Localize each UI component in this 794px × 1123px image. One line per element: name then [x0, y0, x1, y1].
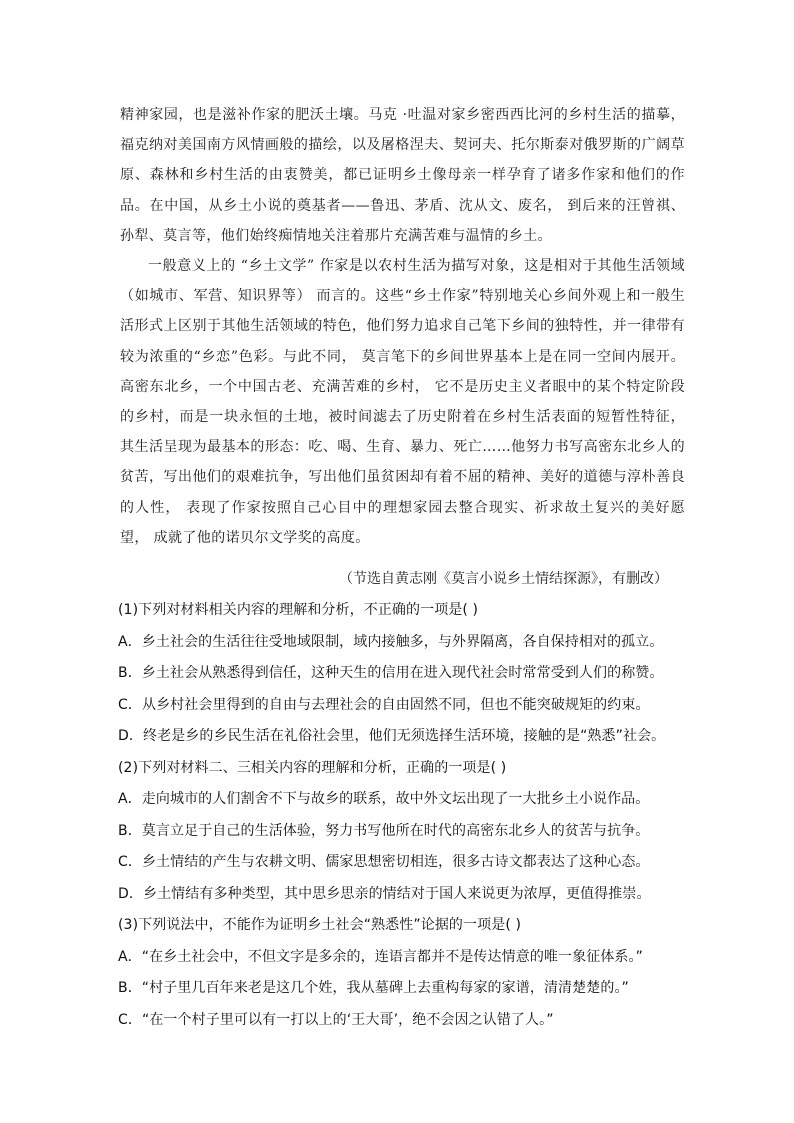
passage-paragraph: 精神家园，也是滋补作家的肥沃土壤。马克 ·吐温对家乡密西西比河的乡村生活的描摹，福克纳对美国南方风情画般的描绘，以及屠格涅夫、契诃夫、托尔斯泰对俄罗斯的广阔草原、森林和乡村生活的由衷赞美，都已证明乡土像母亲一样孕育了诸多作家和他们的作品。在中国，从乡土小说的奠基者——鲁迅、茅盾、沈从文、废名， 到后来的汪曾祺、孙犁、莫言等，他们始终痴情地关注着那片充满苦难与温情的乡土。	[120, 107, 685, 244]
answer-option-b: B．莫言立足于自己的生活体验，努力书写他所在时代的高密东北乡人的贫苦与抗争。	[118, 822, 650, 839]
answer-option-d: D．乡土情结有多种类型，其中思乡思亲的情结对于国人来说更为浓厚，更值得推崇。	[118, 885, 651, 902]
answer-option-b: B．“村子里几百年来老是这几个姓，我从墓碑上去重构每家的家谱，清清楚楚的。”	[118, 980, 629, 996]
question-stem: (2)下列对材料二、三相关内容的理解和分析，正确的一项是( )	[118, 759, 507, 776]
answer-option-a: A．乡土社会的生活往往受地域限制，域内接触多，与外界隔离，各自保持相对的孤立。	[118, 633, 664, 650]
passage-paragraph: 一般意义上的 “乡土文学” 作家是以农村生活为描写对象，这是相对于其他生活领域（如城市、军营、知识界等） 而言的。这些“乡土作家”特别地关心乡间外观上和一般生活形式上区别于其他生活领域的特色，他们努力追求自己笔下乡间的独特性，并一律带有较为浓重的“乡恋”色彩。与此不同， 莫言笔下的乡间世界基本上是在同一空间内展开。高密东北乡，一个中国古老、充满苦难的乡村， 它不是历史主义者眼中的某个特定阶段的乡村，而是一块永恒的土地，被时间滤去了历史附着在乡村生活表面的短暂性特征， 其生活呈现为最基本的形态：吃、喝、生育、暴力、死亡……他努力书写高密东北乡人的贫苦，写出他们的艰难抗争，写出他们虽贫困却有着不屈的精神、美好的道德与淳朴善良的人性， 表现了作家按照自己心目中的理想家园去整合现实、祈求故土复兴的美好愿望， 成就了他的诺贝尔文学奖的高度。	[120, 258, 685, 546]
answer-option-c: C．从乡村社会里得到的自由与去理社会的自由固然不同，但也不能突破规矩的约束。	[118, 696, 650, 713]
question-3	[118, 910, 688, 1036]
passage-source-citation: （节选自黄志刚《莫言小说乡土情结探源》，有删改）	[339, 571, 668, 587]
question-list	[118, 595, 688, 1036]
question-stem: (1)下列对材料相关内容的理解和分析，不正确的一项是( )	[118, 602, 479, 618]
answer-option-c: C．“在一个村子里可以有一打以上的‘王大哥’，绝不会因之认错了人。”	[118, 1011, 554, 1028]
answer-option-a: A．“在乡土社会中，不但文字是多余的，连语言都并不是传达情意的唯一象征体系。”	[118, 948, 643, 965]
answer-option-c: C．乡土情结的产生与农耕文明、儒家思想密切相连，很多古诗文都表达了这种心态。	[118, 854, 650, 870]
answer-option-b: B．乡土社会从熟悉得到信任，这种天生的信用在进入现代社会时常常受到人们的称赞。	[118, 665, 664, 681]
reading-passage	[120, 100, 685, 553]
question-stem: (3)下列说法中，不能作为证明乡土社会“熟悉性”论据的一项是( )	[118, 917, 522, 933]
question-1	[118, 595, 688, 753]
question-2	[118, 753, 688, 911]
answer-option-d: D．终老是乡的乡民生活在礼俗社会里，他们无须选择生活环境，接触的是“熟悉”社会。	[118, 728, 666, 744]
answer-option-a: A．走向城市的人们割舍不下与故乡的联系，故中外文坛出现了一大批乡土小说作品。	[118, 791, 650, 807]
